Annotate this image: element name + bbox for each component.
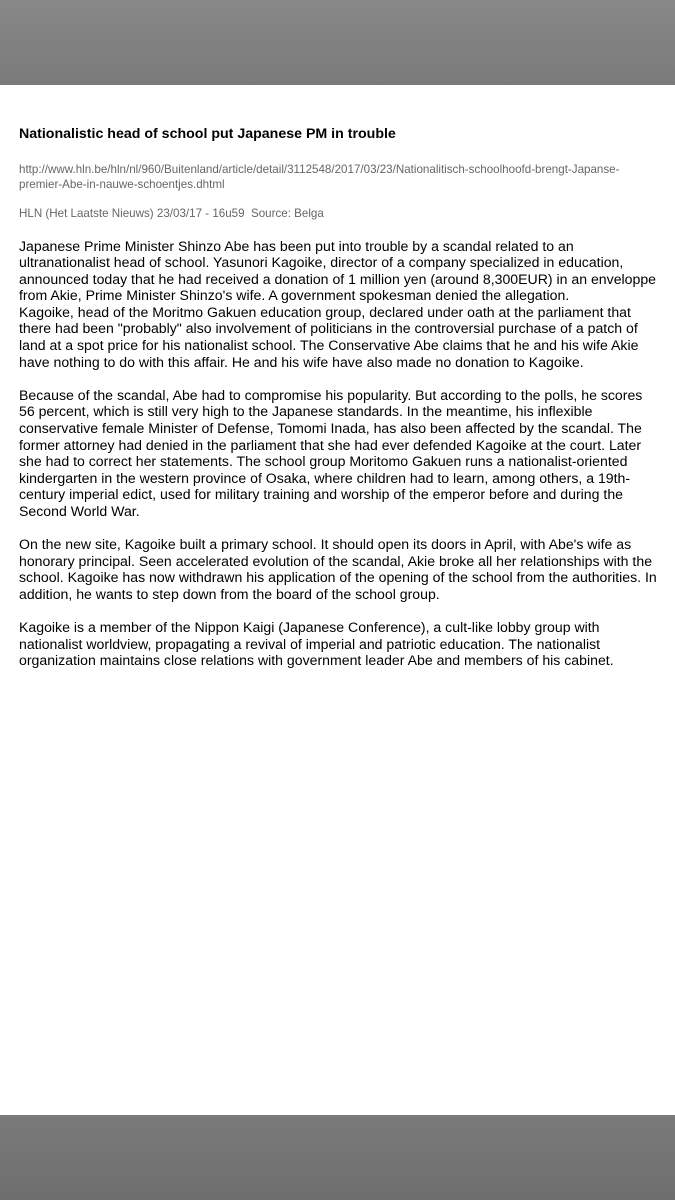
document-page xyxy=(0,85,675,1115)
paragraph-1 xyxy=(19,238,659,371)
paragraph-text: Because of the scandal, Abe had to compromise his popularity. But according to the polls, he scores 56 percent, which is still very high to the Japanese standards. In the meantime, his inflexible conservative female Minister of Defense, Tomomi Inada, has also been affected by the scandal. The former attorney had denied in the parliament that she had ever defended Kagoike at the court. Later she had to correct her statements. The school group Moritomo Gakuen runs a nationalist-oriented kindergarten in the western province of Osaka, where children had to learn, among others, a 19th-century imperial edict, used for military training and worship of the emperor before and during the Second World War. xyxy=(19,386,643,519)
paragraph-text: On the new site, Kagoike built a primary school. It should open its doors in April, with Abe's wife as honorary principal. Seen accelerated evolution of the scandal, Akie broke all her relationships with the school. Kagoike has now withdrawn his application of the opening of the school from the authorities. In addition, he wants to step down from the board of the school group. xyxy=(19,536,657,602)
paragraph-text: Kagoike is a member of the Nippon Kaigi (Japanese Conference), a cult-like lobby group with nationalist worldview, propagating a revival of imperial and patriotic education. The nationalist organization maintains close relations with government leader Abe and members of his cabinet. xyxy=(19,619,614,669)
article xyxy=(19,125,659,686)
paragraph-2 xyxy=(19,387,659,520)
paragraph-text: Kagoike, head of the Moritmo Gakuen education group, declared under oath at the parliament that there had been "probably" also involvement of politicians in the controversial purchase of a patch of land at a spot price for his nationalist school. The Conservative Abe claims that he and his wife Akie have nothing to do with this affair. He and his wife have also made no donation to Kagoike. xyxy=(19,303,639,370)
top-bar xyxy=(0,0,675,85)
article-url: http://www.hln.be/hln/nl/960/Buitenland/article/detail/3112548/2017/03/23/Nationalitisch-schoolhoofd-brengt-Japanse-premier-Abe-in-nauwe-schoentjes.dhtml xyxy=(19,163,620,191)
paragraph-4 xyxy=(19,619,659,669)
paragraph-3 xyxy=(19,536,659,602)
bottom-bar xyxy=(0,1115,675,1200)
article-title: Nationalistic head of school put Japanese PM in trouble xyxy=(19,126,396,142)
article-meta: HLN (Het Laatste Nieuws) 23/03/17 - 16u59 Source: Belga xyxy=(19,207,324,220)
paragraph-text: Japanese Prime Minister Shinzo Abe has been put into trouble by a scandal related to an ultranationalist head of school. Yasunori Kagoike, director of a company specialized in education, announced today that he had received a donation of 1 million yen (around 8,300EUR) in an enveloppe from Akie, Prime Minister Shinzo's wife. A government spokesman denied the allegation. xyxy=(19,237,657,304)
